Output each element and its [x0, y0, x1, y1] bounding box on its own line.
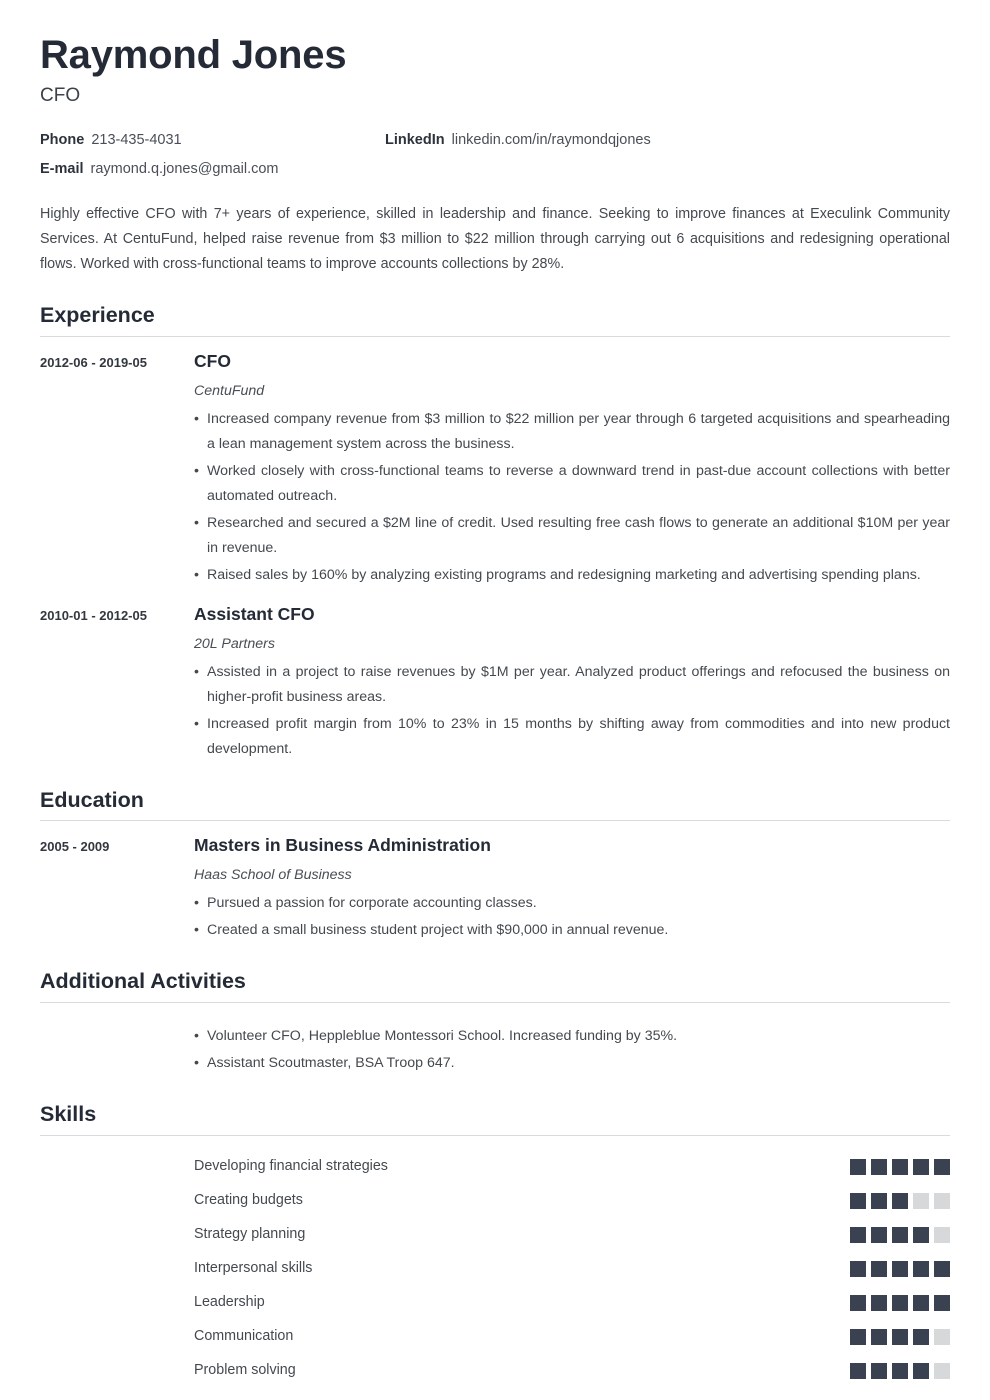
skill-square-filled	[892, 1227, 908, 1243]
skill-rating-meter	[850, 1159, 950, 1175]
contact-row	[40, 160, 950, 178]
section-skills	[40, 1102, 950, 1388]
section-divider	[40, 1002, 950, 1003]
skill-row	[40, 1252, 950, 1286]
entry-body	[194, 604, 950, 762]
skills-list	[40, 1150, 950, 1388]
skill-square-filled	[850, 1363, 866, 1379]
entry-body	[194, 351, 950, 588]
resume-header	[40, 0, 950, 178]
entry-organization: CentuFund	[194, 382, 265, 399]
skill-square-filled	[913, 1159, 929, 1175]
section-additional-activities	[40, 969, 950, 1076]
bullet-item: • Researched and secured a $2M line of credit. Used resulting free cash flows to generate an additional $10M per year in revenue.	[194, 511, 950, 561]
page-title: Raymond Jones	[40, 33, 347, 77]
entry-date: 2012-06 - 2019-05	[40, 354, 147, 370]
skill-label: Communication	[194, 1328, 294, 1345]
skill-square-filled	[913, 1363, 929, 1379]
bullet-item: • Pursued a passion for corporate accounting classes.	[194, 891, 950, 916]
entry-bullets	[194, 660, 950, 762]
skill-row	[40, 1320, 950, 1354]
entry-title: Masters in Business Administration	[194, 835, 491, 856]
entry-date: 2005 - 2009	[40, 839, 110, 855]
skill-rating-meter	[850, 1261, 950, 1277]
additional-activities-entry	[40, 1017, 950, 1076]
bullet-item: • Assisted in a project to raise revenues by $1M per year. Analyzed product offerings and refocused the business on higher-profit business areas.	[194, 660, 950, 710]
entry-title: Assistant CFO	[194, 603, 315, 624]
skill-square-filled	[850, 1295, 866, 1311]
contact-linkedin[interactable]	[385, 131, 651, 149]
education-entry	[40, 835, 950, 943]
entry-body	[194, 1017, 950, 1076]
skill-label: Leadership	[194, 1294, 265, 1311]
bullet-item: • Assistant Scoutmaster, BSA Troop 647.	[194, 1051, 950, 1076]
skill-square-filled	[871, 1193, 887, 1209]
skill-square-filled	[871, 1159, 887, 1175]
skill-row	[40, 1184, 950, 1218]
skill-square-empty	[934, 1363, 950, 1379]
experience-entry	[40, 351, 950, 588]
skill-square-filled	[892, 1295, 908, 1311]
skill-square-filled	[934, 1261, 950, 1277]
contact-email[interactable]	[40, 160, 385, 178]
entry-title: CFO	[194, 350, 231, 371]
skill-row	[40, 1150, 950, 1184]
section-title-experience: Experience	[40, 302, 155, 327]
entry-bullets	[194, 1024, 950, 1076]
skill-label: Problem solving	[194, 1362, 296, 1379]
entry-organization: 20L Partners	[194, 635, 275, 652]
professional-summary: Highly effective CFO with 7+ years of experience, skilled in leadership and finance. Seeking to improve finances at Execulink Community Services. At CentuFund, helped raise revenue from $3 million to $22 million through carrying out 6 acquisitions and redesigning operational flows. Worked with cross-functional teams to improve accounts collections by 28%.	[40, 205, 950, 272]
bullet-item: • Volunteer CFO, Heppleblue Montessori School. Increased funding by 35%.	[194, 1024, 950, 1049]
skill-row	[40, 1286, 950, 1320]
skill-label: Strategy planning	[194, 1226, 306, 1243]
skill-square-filled	[892, 1329, 908, 1345]
bullet-item: • Increased profit margin from 10% to 23% in 15 months by shifting away from commodities and into new product development.	[194, 712, 950, 762]
bullet-item: • Created a small business student project with $90,000 in annual revenue.	[194, 918, 950, 943]
skill-square-filled	[934, 1159, 950, 1175]
skill-rating-meter	[850, 1295, 950, 1311]
skill-rating-meter	[850, 1227, 950, 1243]
contact-linkedin-label: LinkedIn	[385, 131, 445, 148]
entry-date: 2010-01 - 2012-05	[40, 607, 147, 623]
experience-entry	[40, 604, 950, 762]
bullet-item: • Increased company revenue from $3 million to $22 million per year through 6 targeted acquisitions and spearheading a lean management system across the business.	[194, 407, 950, 457]
skill-square-filled	[913, 1227, 929, 1243]
skill-square-filled	[913, 1261, 929, 1277]
entry-organization: Haas School of Business	[194, 867, 352, 884]
skill-square-empty	[913, 1193, 929, 1209]
section-education	[40, 788, 950, 944]
skill-label: Developing financial strategies	[194, 1158, 388, 1175]
section-experience	[40, 303, 950, 762]
section-title-skills: Skills	[40, 1102, 97, 1127]
skill-square-empty	[934, 1329, 950, 1345]
skill-square-filled	[892, 1363, 908, 1379]
skill-rating-meter	[850, 1193, 950, 1209]
contact-email-value[interactable]: raymond.q.jones@gmail.com	[90, 160, 279, 177]
skill-square-filled	[871, 1227, 887, 1243]
header-job-title: CFO	[40, 85, 81, 107]
entry-body	[194, 835, 950, 943]
bullet-item: • Worked closely with cross-functional teams to reverse a downward trend in past-due account collections with better automated outreach.	[194, 459, 950, 509]
skill-square-filled	[892, 1261, 908, 1277]
contact-details	[40, 131, 950, 178]
contact-email-label: E-mail	[40, 160, 84, 177]
entry-bullets	[194, 407, 950, 588]
skill-square-filled	[871, 1261, 887, 1277]
skill-square-filled	[892, 1193, 908, 1209]
section-divider	[40, 1135, 950, 1136]
skill-square-filled	[871, 1363, 887, 1379]
skill-square-filled	[913, 1329, 929, 1345]
skill-rating-meter	[850, 1363, 950, 1379]
section-divider	[40, 820, 950, 821]
contact-phone	[40, 131, 385, 149]
skill-square-filled	[850, 1261, 866, 1277]
skill-square-filled	[871, 1329, 887, 1345]
section-divider	[40, 336, 950, 337]
section-title-additional-activities: Additional Activities	[40, 969, 246, 994]
skill-square-filled	[934, 1295, 950, 1311]
entry-bullets	[194, 891, 950, 943]
contact-phone-value: 213-435-4031	[91, 131, 182, 148]
bullet-item: • Raised sales by 160% by analyzing existing programs and redesigning marketing and advertising spending plans.	[194, 563, 950, 588]
section-title-education: Education	[40, 787, 144, 812]
skill-rating-meter	[850, 1329, 950, 1345]
skill-square-filled	[892, 1159, 908, 1175]
skill-label: Interpersonal skills	[194, 1260, 313, 1277]
skill-square-filled	[850, 1159, 866, 1175]
skill-row	[40, 1354, 950, 1388]
skill-square-filled	[850, 1193, 866, 1209]
contact-row	[40, 131, 950, 149]
skill-square-empty	[934, 1193, 950, 1209]
skill-square-empty	[934, 1227, 950, 1243]
contact-phone-label: Phone	[40, 131, 85, 148]
skill-square-filled	[850, 1329, 866, 1345]
skill-row	[40, 1218, 950, 1252]
skill-square-filled	[850, 1227, 866, 1243]
skill-square-filled	[871, 1295, 887, 1311]
skill-square-filled	[913, 1295, 929, 1311]
skill-label: Creating budgets	[194, 1192, 303, 1209]
contact-linkedin-value[interactable]: linkedin.com/in/raymondqjones	[451, 131, 651, 148]
